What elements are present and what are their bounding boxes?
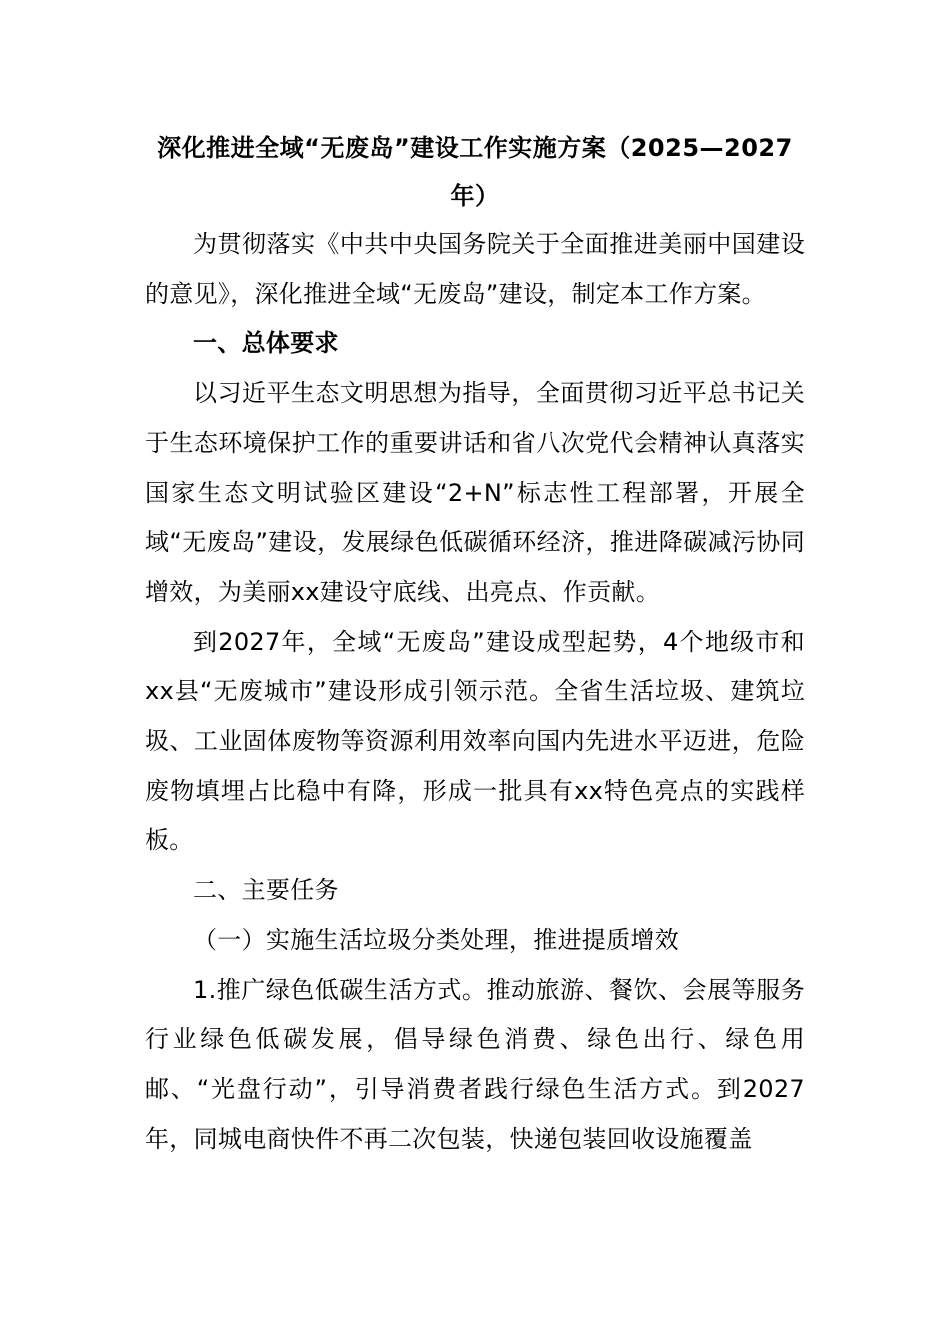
section-heading-general-requirements: 一、总体要求 — [193, 329, 339, 358]
document-title: 深化推进全域“无废岛”建设工作实施方案（2025—2027年） — [157, 134, 793, 210]
intro-paragraph: 为贯彻落实《中共中央国务院关于全面推进美丽中国建设的意见》，深化推进全域“无废岛”建设，制定本工作方案。 — [145, 230, 805, 308]
subsection-heading-waste-sorting: （一）实施生活垃圾分类处理，推进提质增效 — [193, 925, 679, 954]
document-body — [145, 124, 805, 1164]
general-requirements-paragraph-2: 到2027年，全域“无废岛”建设成型起势，4个地级市和xx县“无废城市”建设形成引领示范。全省生活垃圾、建筑垃圾、工业固体废物等资源利用效率向国内先进水平迈进，危险废物填埋占比稳中有降，形成一批具有xx特色亮点的实践样板。 — [145, 627, 805, 855]
section-heading-main-tasks: 二、主要任务 — [193, 876, 339, 905]
task-item-1-paragraph: 1.推广绿色低碳生活方式。推动旅游、餐饮、会展等服务行业绿色低碳发展，倡导绿色消费、绿色出行、绿色用邮、“光盘行动”，引导消费者践行绿色生活方式。到2027年，同城电商快件不再二次包装，快递包装回收设施覆盖 — [145, 975, 805, 1153]
general-requirements-paragraph-1: 以习近平生态文明思想为指导，全面贯彻习近平总书记关于生态环境保护工作的重要讲话和省八次党代会精神认真落实国家生态文明试验区建设“2+N”标志性工程部署，开展全域“无废岛”建设，发展绿色低碳循环经济，推进降碳减污协同增效，为美丽xx建设守底线、出亮点、作贡献。 — [145, 379, 805, 606]
